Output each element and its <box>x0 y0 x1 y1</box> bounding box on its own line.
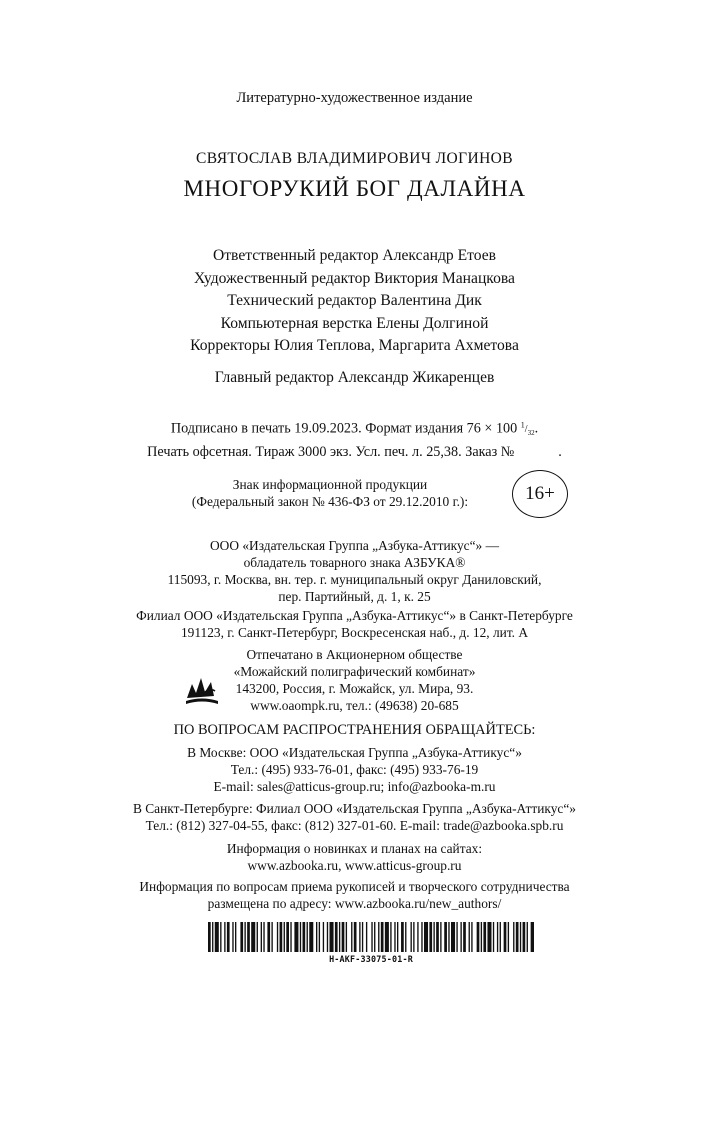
barcode-bar <box>251 922 255 952</box>
credit-line: Корректоры Юлия Теплова, Маргарита Ахметова <box>190 337 519 355</box>
chief-editor: Главный редактор Александр Жикаренцев <box>214 369 495 386</box>
barcode-bar <box>497 922 498 952</box>
barcode-bar <box>277 922 278 952</box>
barcode-bar <box>397 922 398 952</box>
barcode-bar <box>280 922 283 952</box>
barcode-bar <box>240 922 243 952</box>
barcode-bar <box>436 922 439 952</box>
barcode-bar <box>417 922 418 952</box>
barcode-bar <box>444 922 447 952</box>
barcode-bar <box>257 922 258 952</box>
barcode-bar <box>469 922 470 952</box>
barcode-bar <box>267 922 270 952</box>
barcode-bar <box>284 922 285 952</box>
book-author: СВЯТОСЛАВ ВЛАДИМИРОВИЧ ЛОГИНОВ <box>195 150 514 167</box>
barcode-bar <box>463 922 466 952</box>
barcode-bar <box>354 922 357 952</box>
barcode-bar <box>215 922 219 952</box>
barcode-bar <box>460 922 461 952</box>
print-info-line1: Подписано в печать 19.09.2023. Формат издания 76 × 100 $^1/_{32}$. <box>170 420 539 438</box>
format-fraction: $^1/_{32}$ <box>520 421 535 438</box>
credit-line: Технический редактор Валентина Дик <box>227 292 482 310</box>
crown-logo-icon <box>185 674 219 706</box>
barcode-bar <box>374 922 375 952</box>
age-rating-badge: 16+ <box>512 470 568 518</box>
barcode-bar <box>307 922 308 952</box>
barcode-bar <box>339 922 340 952</box>
barcode-bar <box>456 922 457 952</box>
barcode-bar <box>520 922 521 952</box>
barcode-bar <box>477 922 480 952</box>
barcode-bar <box>413 922 414 952</box>
barcode-bar <box>487 922 491 952</box>
barcode-bar <box>224 922 225 952</box>
barcode-bar <box>513 922 514 952</box>
barcode-bar <box>294 922 298 952</box>
barcode-bar <box>381 922 384 952</box>
info-sign-label: Знак информационной продукции (Федеральный закон № 436-ФЗ от 29.12.2010 г.): <box>191 477 469 509</box>
barcode-bar <box>378 922 379 952</box>
barcode-bar <box>346 922 347 952</box>
barcode-bar <box>208 922 211 952</box>
barcode-bar <box>500 922 501 952</box>
news-block: Информация о новинках и планах на сайтах: www.azbooka.ru, www.atticus-group.ru <box>226 841 483 873</box>
barcode-bar <box>493 922 494 952</box>
distribution-heading: ПО ВОПРОСАМ РАСПРОСТРАНЕНИЯ ОБРАЩАЙТЕСЬ: <box>173 722 536 738</box>
barcode-bar <box>290 922 291 952</box>
barcode-icon <box>208 922 534 952</box>
barcode-bar <box>316 922 317 952</box>
print-info <box>0 416 709 462</box>
barcode-bar <box>309 922 313 952</box>
barcode-bar <box>523 922 526 952</box>
barcode-bar <box>319 922 320 952</box>
book-title: МНОГОРУКИЙ БОГ ДАЛАЙНА <box>183 176 526 201</box>
credit-line: Компьютерная верстка Елены Долгиной <box>220 314 489 332</box>
barcode-bar <box>424 922 428 952</box>
barcode-bar <box>390 922 391 952</box>
barcode-bar <box>471 922 472 952</box>
barcode-bar <box>481 922 482 952</box>
barcode-bar <box>247 922 250 952</box>
print-info-line2: Печать офсетная. Тираж 3000 экз. Усл. печ. л. 25,38. Заказ № . <box>147 444 562 461</box>
barcode-bar <box>483 922 486 952</box>
barcode-bar <box>440 922 441 952</box>
barcode-bar <box>411 922 412 952</box>
barcode-bar <box>429 922 432 952</box>
barcode-bar <box>362 922 363 952</box>
manuscripts-block: Информация по вопросам приема рукописей и творческого сотрудничества размещена по адресу: www.azbooka.ru/new_authors/ <box>139 879 570 911</box>
barcode-bar <box>286 922 289 952</box>
barcode-bar <box>220 922 221 952</box>
barcode-bar <box>232 922 233 952</box>
credits-block <box>0 245 709 358</box>
barcode-bar <box>327 922 328 952</box>
barcode-bar <box>527 922 528 952</box>
barcode-bar <box>371 922 372 952</box>
barcode-bar <box>261 922 262 952</box>
barcode-bar <box>366 922 367 952</box>
edition-type: Литературно-художественное издание <box>236 90 473 106</box>
branch-block: Филиал ООО «Издательская Группа „Азбука-Аттикус“» в Санкт-Петербурге 191123, г. Санкт-Петербург, Воскресенская наб., д. 12, лит. А <box>136 608 573 640</box>
barcode-bar <box>508 922 509 952</box>
barcode-bar <box>227 922 230 952</box>
barcode-bar <box>448 922 449 952</box>
barcode-bar <box>263 922 264 952</box>
barcode-bar <box>405 922 406 952</box>
barcode-bar <box>359 922 360 952</box>
barcode-bar <box>433 922 434 952</box>
barcode-bar <box>335 922 338 952</box>
barcode-bar <box>303 922 306 952</box>
barcode-bar <box>451 922 455 952</box>
barcode-bar <box>323 922 324 952</box>
distribution-spb: В Санкт-Петербурге: Филиал ООО «Издательская Группа „Азбука-Аттикус“» Тел.: (812) 327-04-55, факс: (812) 327-01-60. E-mail: trade@azbooka.spb.ru <box>132 801 577 833</box>
barcode-bar <box>300 922 301 952</box>
barcode-bar <box>244 922 245 952</box>
barcode-bar <box>342 922 345 952</box>
printer-block: Отпечатано в Акционерном обществе «Можайский полиграфический комбинат» 143200, Россия, г. Можайск, ул. Мира, 93. www.oaompk.ru, тел.: (49638) 20-685 <box>233 647 476 713</box>
barcode-bar <box>516 922 519 952</box>
credit-line: Ответственный редактор Александр Етоев <box>212 247 497 264</box>
barcode-bar <box>271 922 272 952</box>
publisher-block: ООО «Издательская Группа „Азбука-Аттикус“» — обладатель товарного знака АЗБУКА® 115093, г. Москва, вн. тер. г. муниципальный округ Даниловский, пер. Партийный, д. 1, к. 25 <box>167 538 542 604</box>
barcode-bar <box>235 922 236 952</box>
barcode-bar <box>351 922 352 952</box>
barcode-code: H-AKF-33075-01-R <box>329 954 413 964</box>
barcode-bar <box>421 922 422 952</box>
barcode-bar <box>330 922 334 952</box>
barcode-bar <box>394 922 395 952</box>
barcode-bar <box>504 922 507 952</box>
credit-line: Художественный редактор Виктория Манацкова <box>194 269 515 287</box>
barcode-bar <box>531 922 534 952</box>
barcode-bar <box>212 922 213 952</box>
barcode-bar <box>385 922 389 952</box>
barcode-bar <box>401 922 404 952</box>
distribution-moscow: В Москве: ООО «Издательская Группа „Азбука-Аттикус“» Тел.: (495) 933-76-01, факс: (495) 933-76-19 E-mail: sales@atticus-group.ru; info@azbooka-m.ru <box>187 745 522 794</box>
